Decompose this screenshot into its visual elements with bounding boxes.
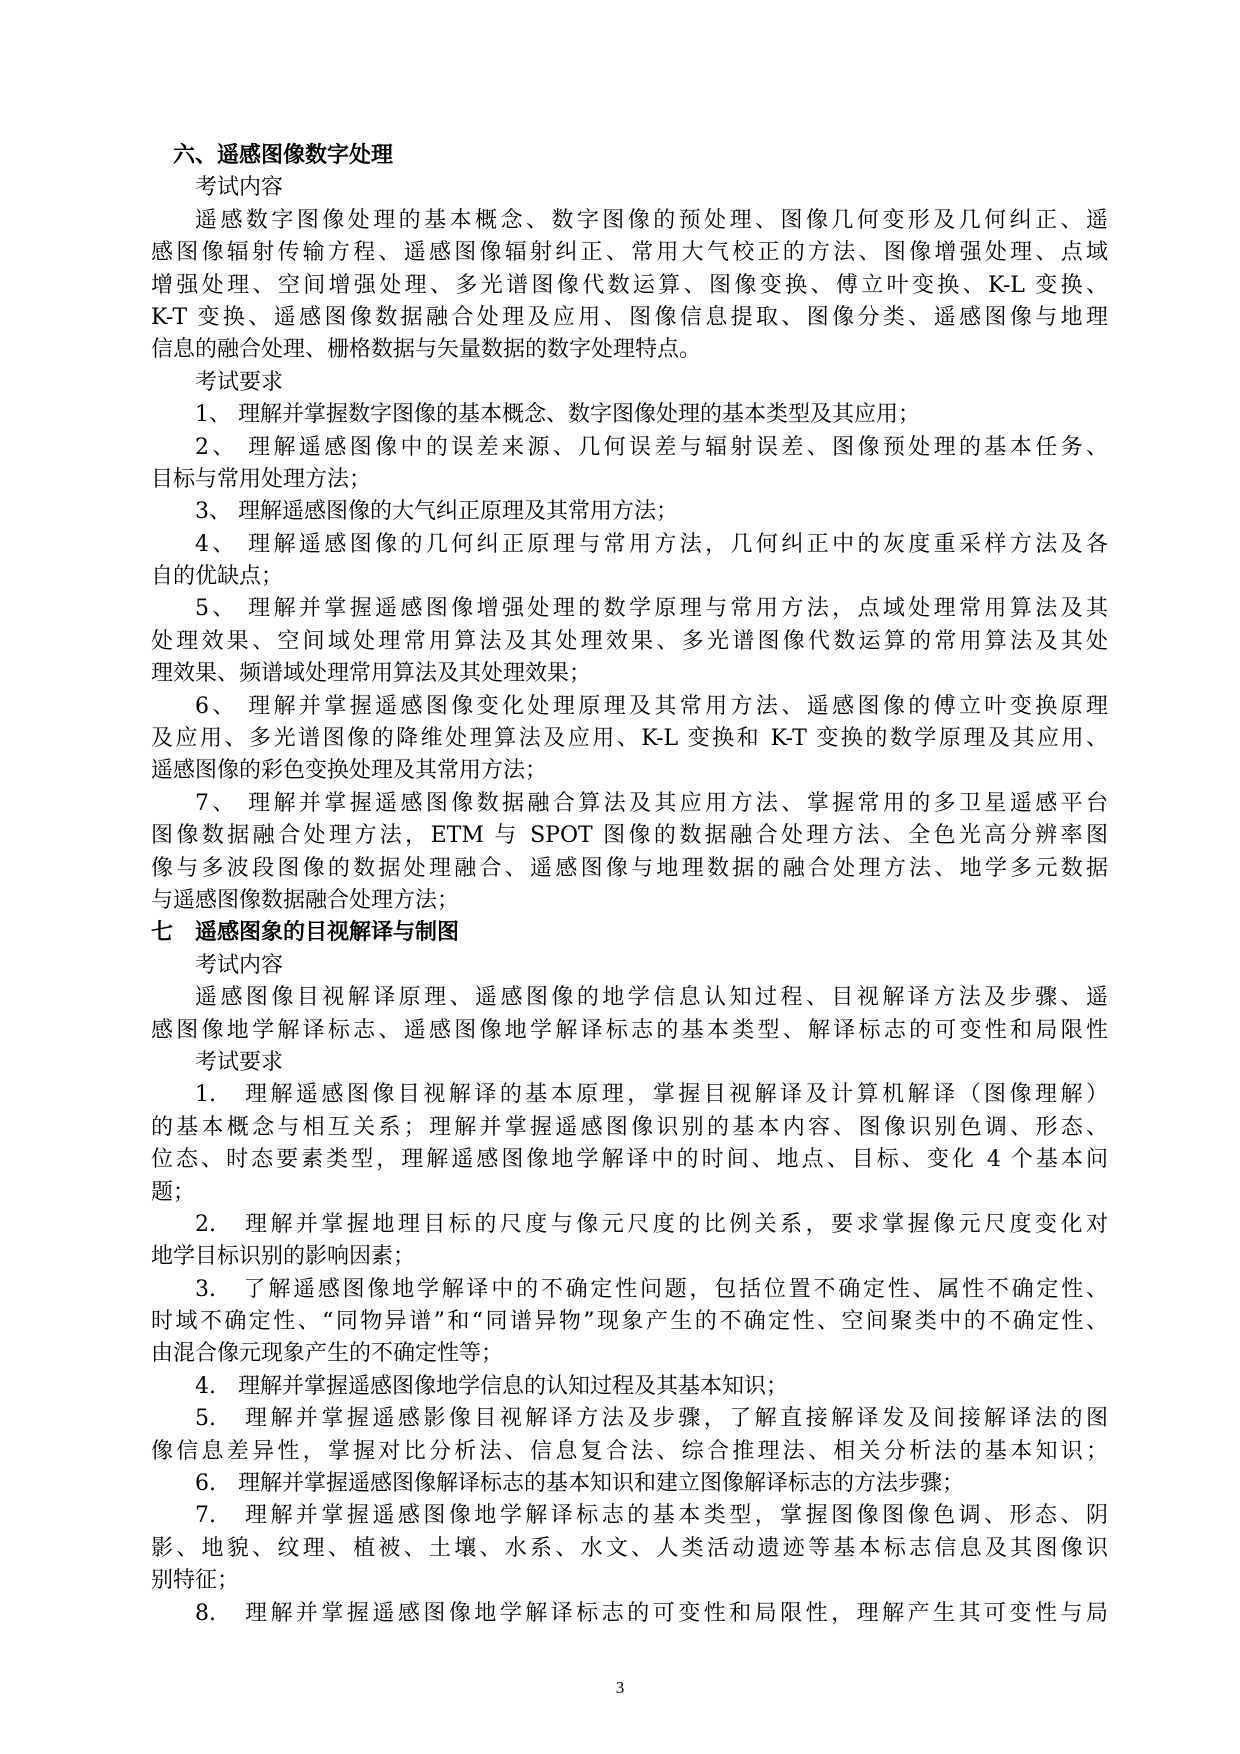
section-7-requirement-line: 别特征； bbox=[151, 1568, 240, 1594]
section-6-requirement-line: 自的优缺点； bbox=[151, 564, 284, 590]
section-7-requirement-line: 的基本概念与相互关系；理解并掌握遥感图像识别的基本内容、图像识别色调、形态、 bbox=[151, 1114, 1108, 1140]
section-6-requirement-line: 目标与常用处理方法； bbox=[151, 466, 372, 492]
section-7-requirement-line: 5. 理解并掌握遥感影像目视解译方法及步骤，了解直接解译发及间接解译法的图 bbox=[195, 1406, 1108, 1432]
section-6-content-line: 信息的融合处理、栅格数据与矢量数据的数字处理特点。 bbox=[151, 337, 702, 363]
section-7-requirement-line: 8. 理解并掌握遥感图像地学解译标志的可变性和局限性，理解产生其可变性与局 bbox=[195, 1600, 1108, 1626]
section-6-requirement-line: 3、 理解遥感图像的大气纠正原理及其常用方法； bbox=[195, 499, 678, 525]
section-6-requirement-line: 6、 理解并掌握遥感图像变化处理原理及其常用方法、遥感图像的傅立叶变换原理 bbox=[195, 693, 1108, 719]
section-6-requirement-line: 像与多波段图像的数据处理融合、遥感图像与地理数据的融合处理方法、地学多元数据 bbox=[151, 855, 1108, 881]
section-7-requirement-line: 像信息差异性，掌握对比分析法、信息复合法、综合推理法、相关分析法的基本知识； bbox=[151, 1438, 1108, 1464]
section-6-requirement-line: 理效果、频谱域处理常用算法及其处理效果； bbox=[151, 661, 592, 687]
section-7-requirement-line: 6. 理解并掌握遥感图像解译标志的基本知识和建立图像解译标志的方法步骤； bbox=[195, 1471, 964, 1497]
section-6-content-line: 感图像辐射传输方程、遥感图像辐射纠正、常用大气校正的方法、图像增强处理、点域 bbox=[151, 240, 1108, 266]
section-6-requirement-line: 及应用、多光谱图像的降维处理算法及应用、K-L 变换和 K-T 变换的数学原理及其应用、 bbox=[151, 726, 1108, 752]
section-6-requirement-line: 1、 理解并掌握数字图像的基本概念、数字图像处理的基本类型及其应用； bbox=[195, 402, 920, 428]
section-7-requirement-line: 由混合像元现象产生的不确定性等； bbox=[151, 1341, 504, 1367]
section-6-requirements-label: 考试要求 bbox=[195, 369, 284, 395]
section-6-content-line: K-T 变换、遥感图像数据融合处理及应用、图像信息提取、图像分类、遥感图像与地理 bbox=[151, 304, 1108, 330]
section-7-content-line: 感图像地学解译标志、遥感图像地学解译标志的基本类型、解译标志的可变性和局限性 bbox=[151, 1017, 1108, 1043]
section-7-requirement-line: 时域不确定性、“同物异谱”和“同谱异物”现象产生的不确定性、空间聚类中的不确定性、 bbox=[151, 1309, 1108, 1335]
section-7-requirement-line: 4. 理解并掌握遥感图像地学信息的认知过程及其基本知识； bbox=[195, 1373, 788, 1399]
section-6-requirement-line: 4、 理解遥感图像的几何纠正原理与常用方法，几何纠正中的灰度重采样方法及各 bbox=[195, 531, 1108, 557]
section-7-requirement-line: 题； bbox=[151, 1179, 196, 1205]
section-7-requirement-line: 1. 理解遥感图像目视解译的基本原理，掌握目视解译及计算机解译（图像理解） bbox=[195, 1082, 1108, 1108]
section-6-requirement-line: 遥感图像的彩色变换处理及其常用方法； bbox=[151, 758, 548, 784]
section-6-requirement-line: 5、 理解并掌握遥感图像增强处理的数学原理与常用方法，点域处理常用算法及其 bbox=[195, 596, 1108, 622]
section-7-requirements-label: 考试要求 bbox=[195, 1049, 284, 1075]
section-6-requirement-line: 处理效果、空间域处理常用算法及其处理效果、多光谱图像代数运算的常用算法及其处 bbox=[151, 628, 1108, 654]
section-6-heading: 六、遥感图像数字处理 bbox=[173, 143, 394, 168]
section-7-requirement-line: 地学目标识别的影响因素； bbox=[151, 1244, 416, 1270]
section-7-heading: 七 遥感图象的目视解译与制图 bbox=[151, 920, 460, 946]
page-content bbox=[151, 140, 1108, 1630]
section-7-requirement-line: 7. 理解并掌握遥感图像地学解译标志的基本类型，掌握图像图像色调、形态、阴 bbox=[195, 1503, 1108, 1529]
section-6-content-line: 增强处理、空间增强处理、多光谱图像代数运算、图像变换、傅立叶变换、K-L 变换、 bbox=[151, 272, 1108, 298]
section-6-content-line: 遥感数字图像处理的基本概念、数字图像的预处理、图像几何变形及几何纠正、遥 bbox=[195, 207, 1108, 233]
section-6-requirement-line: 2、 理解遥感图像中的误差来源、几何误差与辐射误差、图像预处理的基本任务、 bbox=[195, 434, 1108, 460]
section-7-requirement-line: 3. 了解遥感图像地学解译中的不确定性问题，包括位置不确定性、属性不确定性、 bbox=[195, 1276, 1108, 1302]
section-6-requirement-line: 图像数据融合处理方法，ETM 与 SPOT 图像的数据融合处理方法、全色光高分辨率图 bbox=[151, 823, 1108, 849]
section-6-requirement-line: 7、 理解并掌握遥感图像数据融合算法及其应用方法、掌握常用的多卫星遥感平台 bbox=[195, 790, 1108, 816]
section-6-requirement-line: 与遥感图像数据融合处理方法； bbox=[151, 887, 460, 913]
section-7-requirement-line: 2. 理解并掌握地理目标的尺度与像元尺度的比例关系，要求掌握像元尺度变化对 bbox=[195, 1211, 1108, 1237]
section-7-content-line: 遥感图像目视解译原理、遥感图像的地学信息认知过程、目视解译方法及步骤、遥 bbox=[195, 985, 1108, 1011]
section-6-content-label: 考试内容 bbox=[195, 175, 284, 201]
section-7-requirement-line: 影、地貌、纹理、植被、土壤、水系、水文、人类活动遗迹等基本标志信息及其图像识 bbox=[151, 1535, 1108, 1561]
section-7-content-label: 考试内容 bbox=[195, 952, 284, 978]
section-7-requirement-line: 位态、时态要素类型，理解遥感图像地学解译中的时间、地点、目标、变化 4 个基本问 bbox=[151, 1147, 1108, 1173]
page-number: 3 bbox=[615, 1678, 625, 1697]
